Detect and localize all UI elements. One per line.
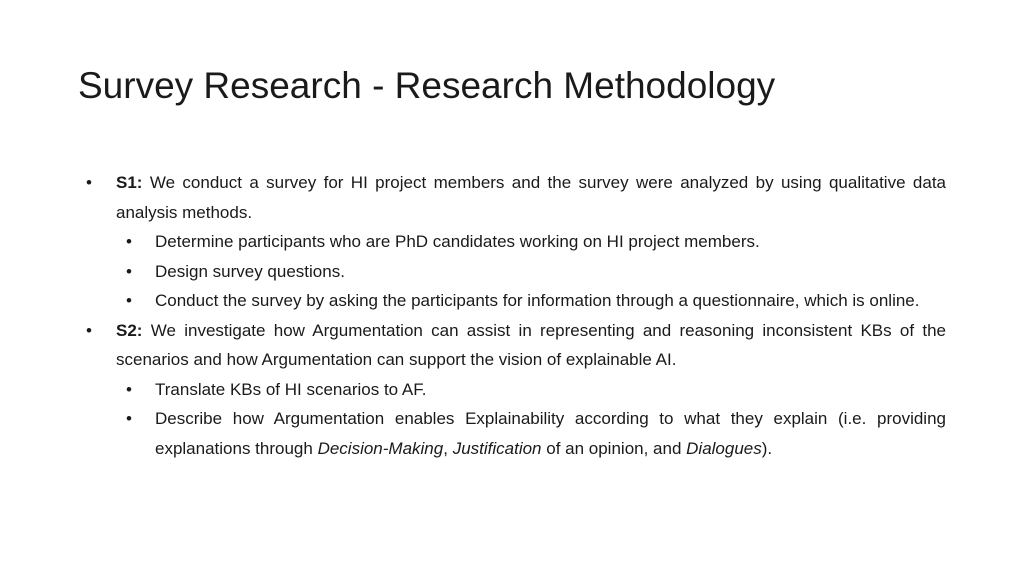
bullet-list (78, 168, 946, 463)
bullet-icon: • (86, 320, 92, 340)
sub-bullet-text: Design survey questions. (155, 261, 345, 281)
term-justification: Justification (452, 438, 542, 458)
sub-bullet-text: of an opinion, and (541, 438, 687, 458)
sub-bullet-text: ). (761, 438, 773, 458)
sub-bullet-text: Determine participants who are PhD candidates working on HI project members. (155, 232, 760, 251)
s1-label: S1: (116, 173, 143, 192)
sub-bullet-text: Conduct the survey by asking the participants for information through a questionnaire, which is online. (155, 291, 920, 310)
s1-text: We conduct a survey for HI project members and the survey were analyzed by using qualitative data analysis methods. (116, 173, 946, 222)
sub-bullet-item (78, 404, 946, 463)
term-dialogues: Dialogues (686, 438, 762, 458)
bullet-icon: • (126, 232, 132, 251)
s2-label: S2: (116, 320, 143, 340)
bullet-icon: • (86, 173, 92, 192)
sub-bullet-text: Describe how Argumentation enables Explainability according to what they explain (i.e. providing explanations through (155, 409, 946, 458)
sub-bullet-item (78, 286, 946, 316)
bullet-item-s2 (78, 316, 946, 375)
sub-bullet-item (78, 227, 946, 257)
term-decision-making: Decision-Making (317, 438, 444, 458)
slide-title: Survey Research - Research Methodology (78, 65, 776, 106)
bullet-icon: • (126, 261, 132, 281)
bullet-icon: • (126, 379, 132, 399)
bullet-item-s1 (78, 168, 946, 227)
sub-bullet-item (78, 257, 946, 287)
s2-text: We investigate how Argumentation can assist in representing and reasoning inconsistent KBs of the scenarios and how Argumentation can support the vision of explainable AI. (116, 320, 946, 369)
bullet-icon: • (126, 291, 132, 310)
bullet-icon: • (126, 409, 132, 428)
sub-bullet-text: Translate KBs of HI scenarios to AF. (155, 379, 427, 399)
sub-bullet-item (78, 375, 946, 405)
separator-text: , (443, 438, 453, 458)
